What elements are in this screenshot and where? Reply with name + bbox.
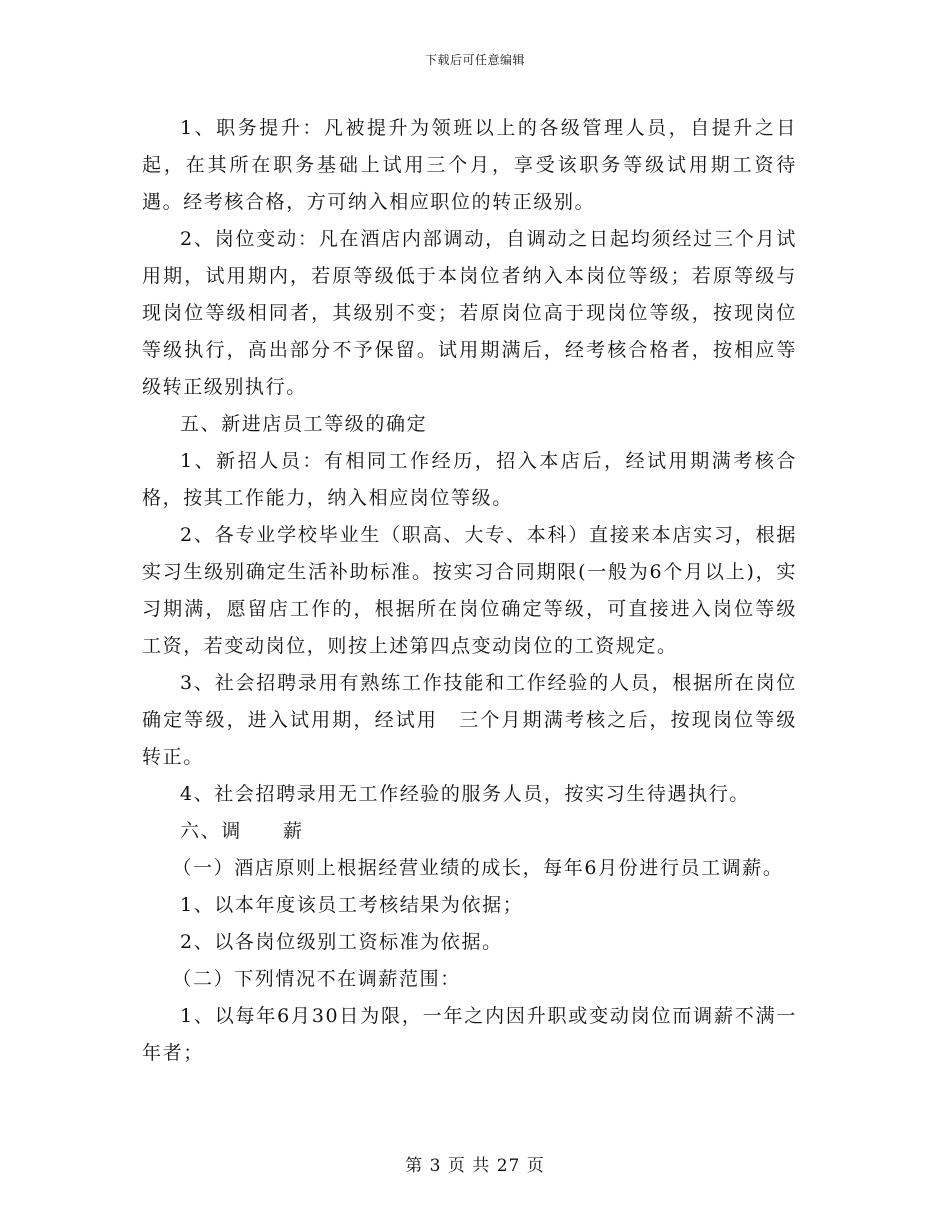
page-header-note: 下载后可任意编辑 xyxy=(424,53,525,67)
paragraph-experienced-recruits: 3、社会招聘录用有熟练工作技能和工作经验的人员，根据所在岗位确定等级，进入试用期，经试用 三个月期满考核之后，按现岗位等级转正。 xyxy=(142,672,797,768)
paragraph-position-change: 2、岗位变动：凡在酒店内部调动，自调动之日起均须经过三个月试用期，试用期内，若原等级低于本岗位者纳入本岗位等级；若原等级与现岗位等级相同者，其级别不变；若原岗位高于现岗位等级，按现岗位等级执行，高出部分不予保留。试用期满后，经考核合格者，按相应等级转正级别执行。 xyxy=(142,228,797,398)
section-heading-salary-adjustment: 六、调 薪 xyxy=(180,820,304,842)
page-number-label: 第 3 页 共 27 页 xyxy=(405,1156,545,1176)
paragraph-basis-assessment: 1、以本年度该员工考核结果为依据； xyxy=(180,894,524,916)
section-heading-new-staff-grade: 五、新进店员工等级的确定 xyxy=(180,413,428,435)
paragraph-basis-wage-standard: 2、以各岗位级别工资标准为依据。 xyxy=(180,931,503,953)
paragraph-exclusion-under-one-year: 1、以每年6月30日为限，一年之内因升职或变动岗位而调薪不满一年者； xyxy=(142,1005,797,1064)
paragraph-inexperienced-recruits: 4、社会招聘录用无工作经验的服务人员，按实习生待遇执行。 xyxy=(180,783,750,805)
paragraph-graduates: 2、各专业学校毕业生（职高、大专、本科）直接来本店实习，根据实习生级别确定生活补助标准。按实习合同期限(一般为6个月以上)，实习期满，愿留店工作的，根据所在岗位确定等级，可直接进入岗位等级工资，若变动岗位，则按上述第四点变动岗位的工资规定。 xyxy=(142,524,797,657)
subsection-annual-adjustment: （一）酒店原则上根据经营业绩的成长，每年6月份进行员工调薪。 xyxy=(172,857,784,879)
page-number-footer xyxy=(0,1155,950,1177)
document-body xyxy=(142,110,797,1072)
subsection-exclusions: （二）下列情况不在调薪范围： xyxy=(172,968,461,990)
paragraph-job-promotion: 1、职务提升：凡被提升为领班以上的各级管理人员，自提升之日起，在其所在职务基础上试用三个月，享受该职务等级试用期工资待遇。经考核合格，方可纳入相应职位的转正级别。 xyxy=(142,117,797,213)
paragraph-new-hires: 1、新招人员：有相同工作经历，招入本店后，经试用期满考核合格，按其工作能力，纳入相应岗位等级。 xyxy=(142,450,797,509)
